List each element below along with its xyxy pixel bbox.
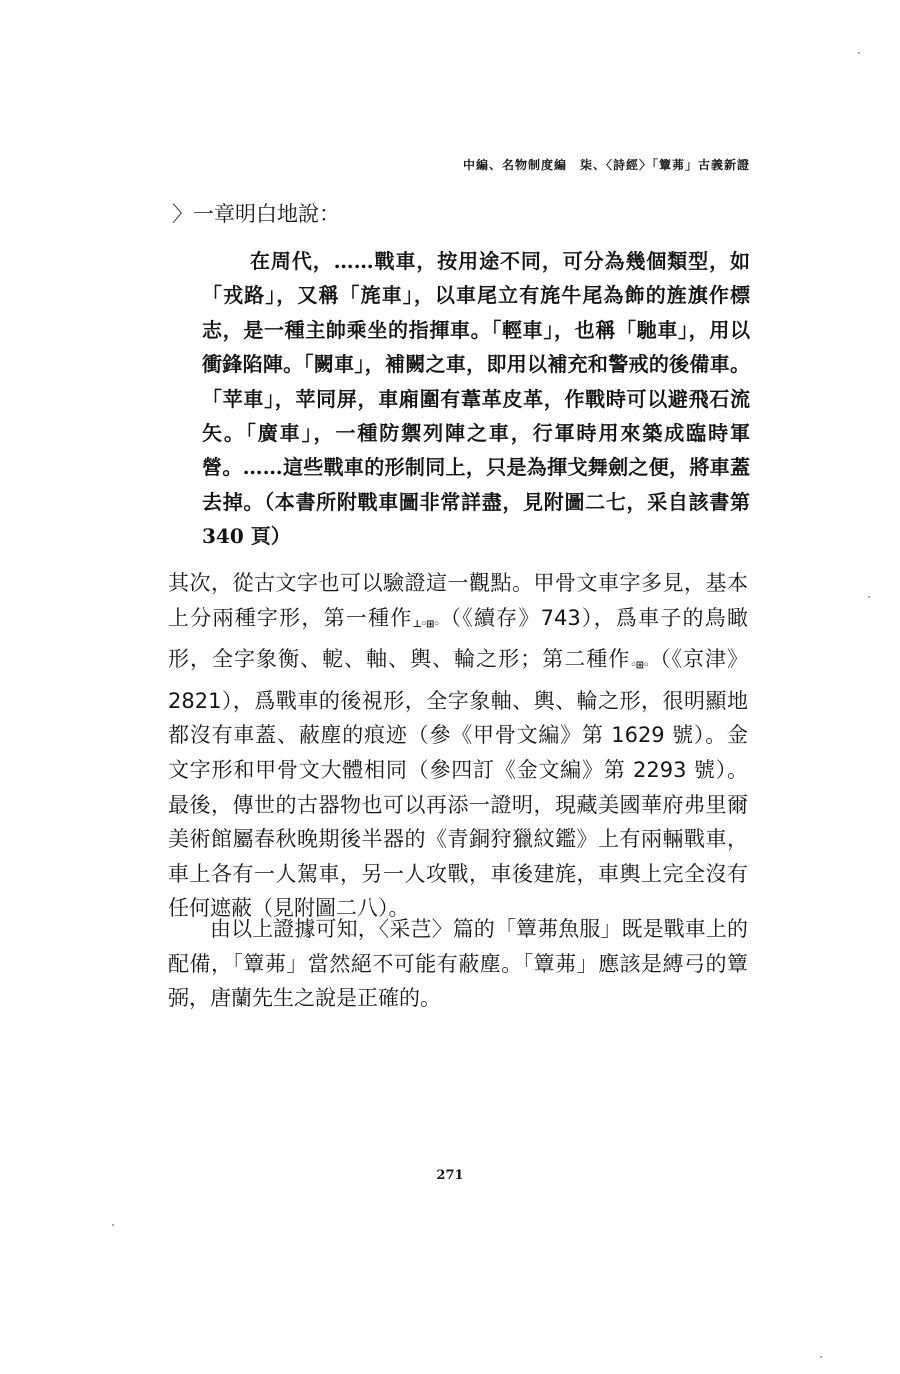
scan-speck [112, 1224, 114, 1226]
running-head: 中編、名物制度編 柒、〈詩經〉「簟茀」古義新證 [462, 158, 750, 172]
scan-speck [858, 52, 860, 54]
body-paragraph-2: 由以上證據可知，〈采芑〉篇的「簟茀魚服」既是戰車上的配備，「簟茀」當然絕不可能有蔽塵。「簟茀」應該是縛弓的簟弼，唐蘭先生之說是正確的。 [168, 917, 748, 1011]
oracle-bone-chariot-glyph-1: ⊥◦⊞◦ [412, 618, 439, 630]
scan-speck [820, 1356, 822, 1358]
body-paragraph-1 [168, 566, 748, 926]
lead-line: 〉一章明白地說： [172, 202, 340, 226]
paragraph-1-text-c: （《京津》2821），爲戰車的後視形，全字象軸、輿、輪之形，很明顯地都沒有車蓋、蔽塵的痕迹（參《甲骨文編》第 1629 號）。金文字形和甲骨文大體相同（參四訂《金文編》第 2293 號）。最後，傳世的古器物也可以再添一證明，現藏美國華府弗里爾美術館屬春秋晚期後半器的《青銅狩獵紋鑑》上有兩輛戰車，車上各有一人駕車，另一人攻戰，車後建旄，車輿上完全沒有任何遮蔽（見附圖二八）。 [168, 647, 749, 921]
block-quote: 在周代，……戰車，按用途不同，可分為幾個類型，如「戎路」，又稱「旄車」，以車尾立有旄牛尾為飾的旌旗作標志，是一種主帥乘坐的指揮車。「輕車」，也稱「馳車」，用以衝鋒陷陣。「闕車」，補闕之車，即用以補充和警戒的後備車。「苹車」，苹同屏，車廂圍有葦革皮革，作戰時可以避飛石流矢。「廣車」，一種防禦列陣之車，行軍時用來築成臨時軍營。……這些戰車的形制同上，只是為揮戈舞劍之便，將車蓋去掉。（本書所附戰車圖非常詳盡，見附圖二七，采自該書第 340 頁） [202, 249, 750, 549]
paragraph-1-text-a: 其次，從古文字也可以驗證這一觀點。甲骨文車字多見，基本上分兩種字形，第一種作 [168, 571, 748, 630]
oracle-bone-chariot-glyph-2: ◦⊞◦ [630, 660, 649, 672]
page-number: 271 [436, 1168, 464, 1183]
scan-speck [868, 596, 870, 598]
paragraph-1-text-b: （《續存》743），爲車子的鳥瞰形，全字象衡、軶、軸、輿、輪之形；第二種作 [168, 605, 748, 672]
